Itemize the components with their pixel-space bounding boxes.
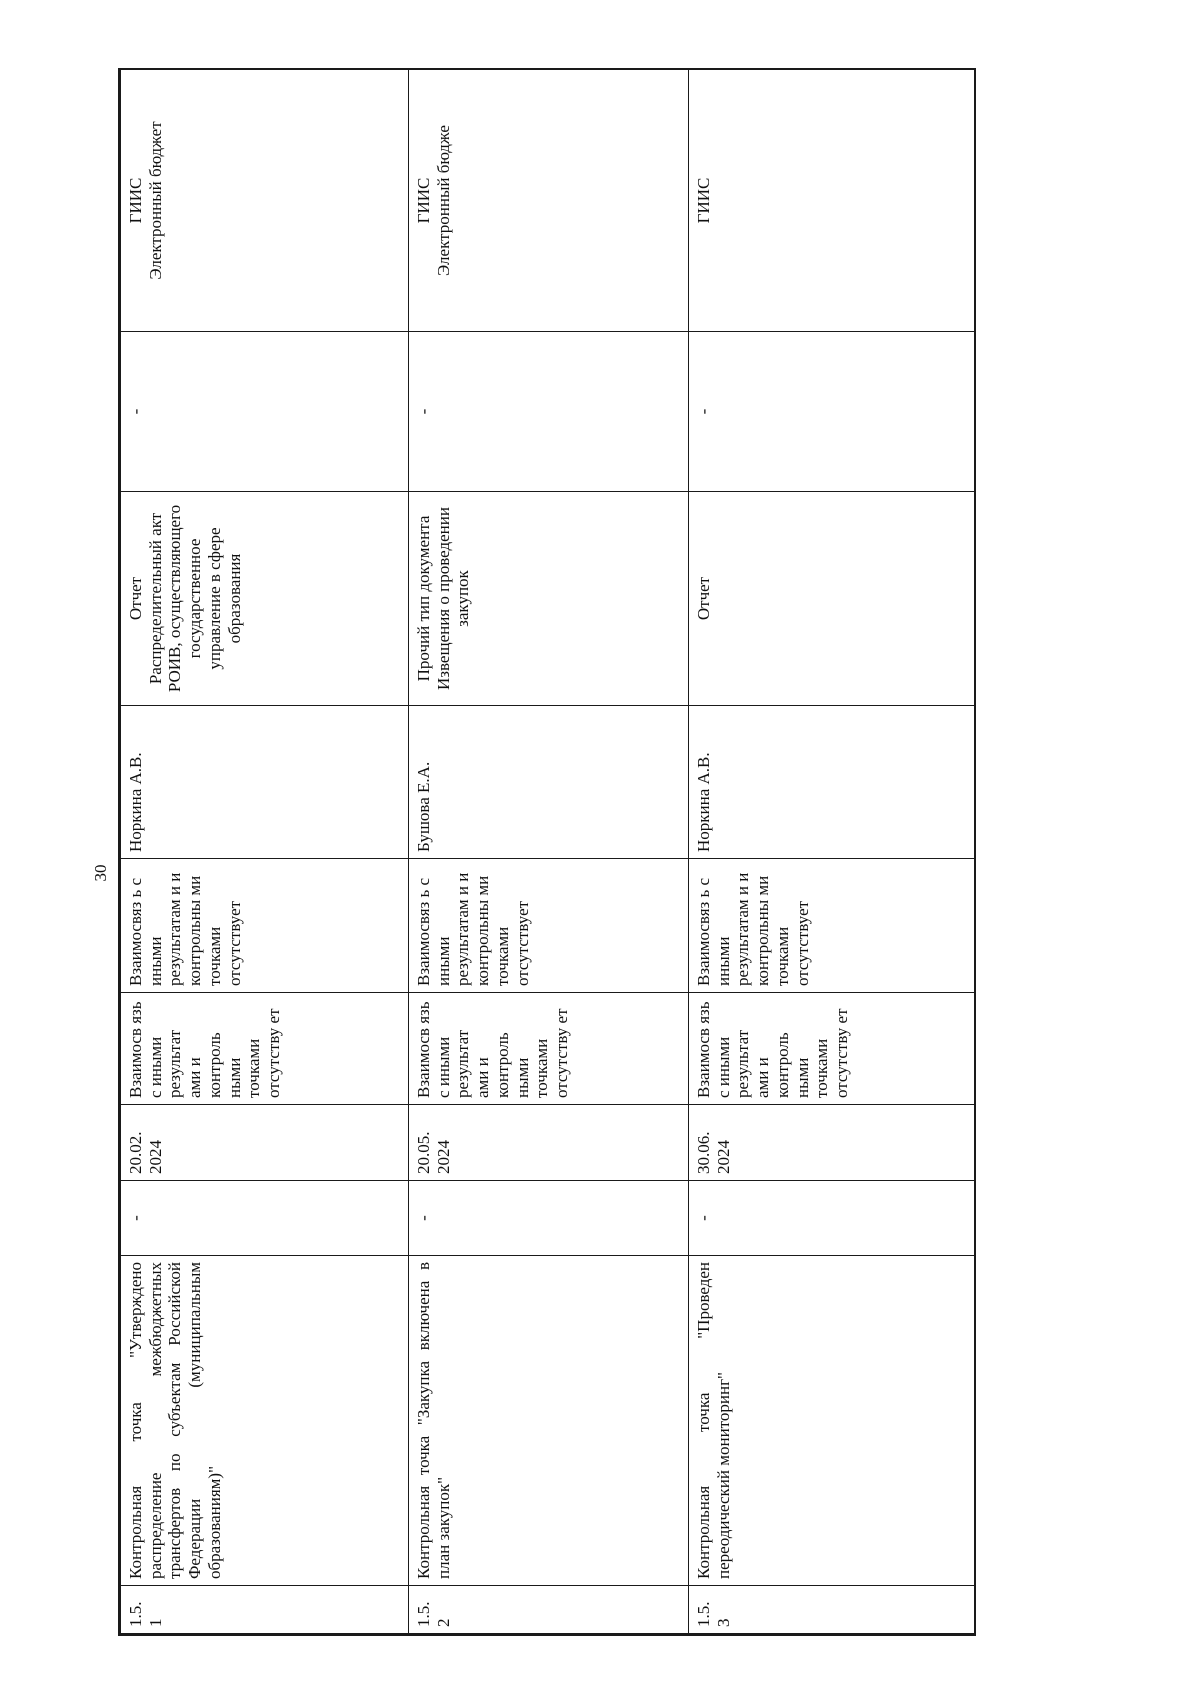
end-date-cell: 20.05. 2024 [409,1105,689,1181]
rotated-table-container [120,70,974,1634]
information-system-cell: ГИИС Электронный бюджет [121,70,409,332]
document-type-cell: Отчет [689,492,975,706]
characteristic-cell: - [121,332,409,492]
characteristic-cell: - [409,332,689,492]
responsible-cell: Норкина А.В. [121,706,409,859]
row-number-cell: 1.5. 3 [689,1586,975,1634]
table-row [409,70,689,1634]
control-points-table-frame [118,68,976,1636]
document-type-cell: Прочий тип документа Извещения о проведении закупок [409,492,689,706]
start-date-cell: - [409,1181,689,1256]
control-point-name-cell: Контрольная точка "Утверждено распределение межбюджетных трансфертов по субъектам Российской Федерации (муниципальным образованиям)" [121,1256,409,1586]
previous-link-cell: Взаимосв язь с иными результат ами и контроль ными точками отсутству ет [121,993,409,1105]
information-system-cell: ГИИС Электронный бюдже [409,70,689,332]
table-row [689,70,975,1634]
table-row [121,70,409,1634]
end-date-cell: 20.02. 2024 [121,1105,409,1181]
previous-link-cell: Взаимосв язь с иными результат ами и контроль ными точками отсутству ет [689,993,975,1105]
end-date-cell: 30.06. 2024 [689,1105,975,1181]
control-points-table [120,69,975,1634]
next-link-cell: Взаимосвяз ь с иными результатам и и контрольны ми точками отсутствует [689,859,975,993]
characteristic-cell: - [689,332,975,492]
next-link-cell: Взаимосвяз ь с иными результатам и и контрольны ми точками отсутствует [409,859,689,993]
page-number: 30 [91,864,110,882]
previous-link-cell: Взаимосв язь с иными результат ами и контроль ными точками отсутству ет [409,993,689,1105]
information-system-cell: ГИИС [689,70,975,332]
start-date-cell: - [689,1181,975,1256]
row-number-cell: 1.5. 2 [409,1586,689,1634]
control-point-name-cell: Контрольная точка "Проведен переодический мониторинг" [689,1256,975,1586]
responsible-cell: Бушова Е.А. [409,706,689,859]
start-date-cell: - [121,1181,409,1256]
row-number-cell: 1.5. 1 [121,1586,409,1634]
responsible-cell: Норкина А.В. [689,706,975,859]
control-point-name-cell: Контрольная точка "Закупка включена в план закупок" [409,1256,689,1586]
document-type-cell: Отчет Распределительный акт РОИВ, осуществляющего государственное управление в сфере образования [121,492,409,706]
next-link-cell: Взаимосвяз ь с иными результатам и и контрольны ми точками отсутствует [121,859,409,993]
